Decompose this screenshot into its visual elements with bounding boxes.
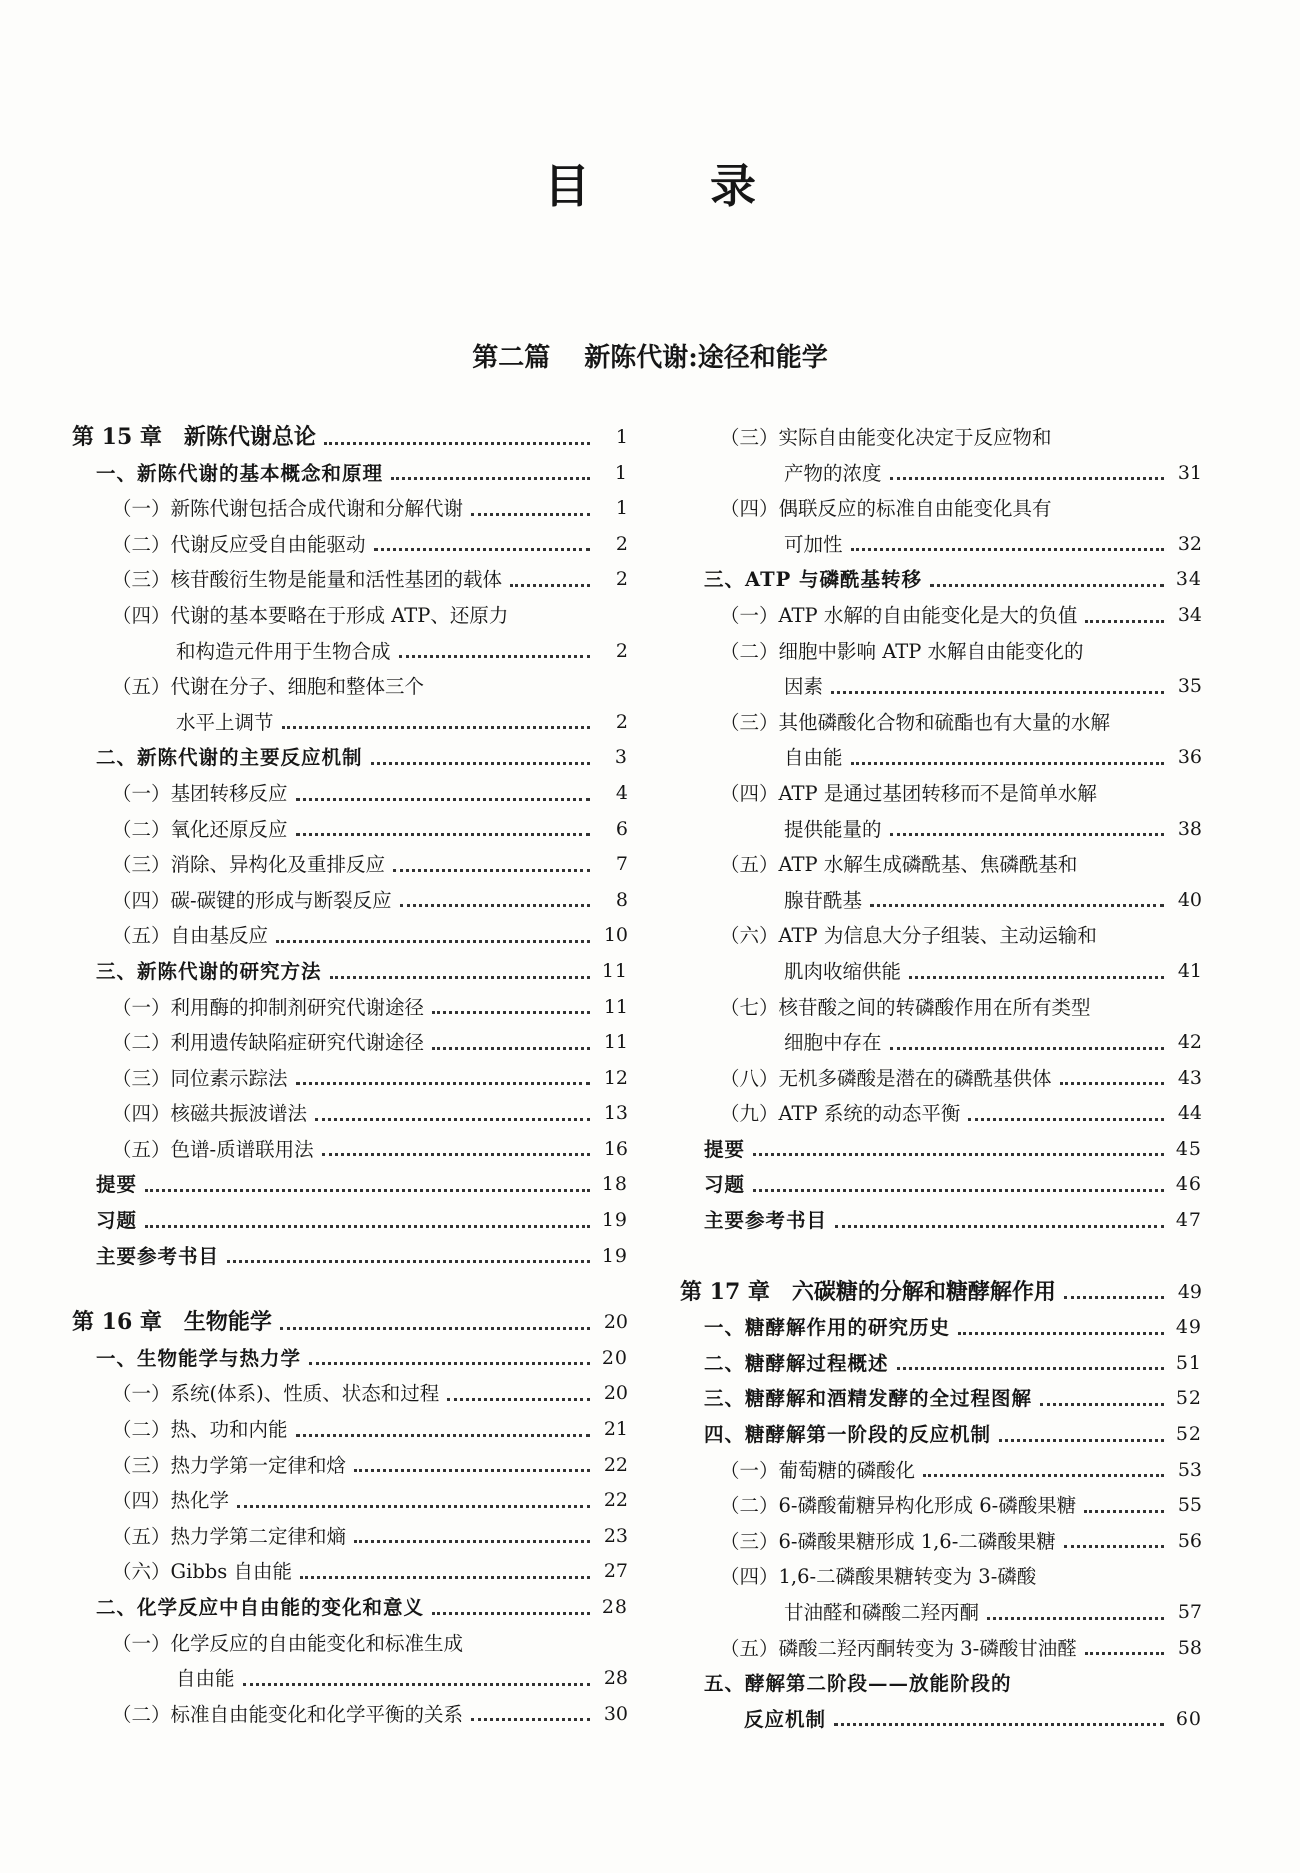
dot-leader bbox=[374, 548, 590, 551]
toc-entry-label: 水平上调节 bbox=[176, 710, 274, 734]
toc-page-number: 20 bbox=[603, 1382, 628, 1405]
toc-entry-continuation[interactable] bbox=[680, 527, 1202, 563]
toc-entry-label: （四）1,6-二磷酸果糖转变为 3-磷酸 bbox=[720, 1565, 1037, 1589]
toc-subsection[interactable] bbox=[680, 1096, 1202, 1132]
toc-page-number: 27 bbox=[603, 1560, 628, 1583]
toc-entry-label: 第 17 章 六碳糖的分解和糖酵解作用 bbox=[680, 1278, 1056, 1305]
toc-subsection[interactable] bbox=[72, 491, 628, 527]
toc-page-number: 42 bbox=[1177, 1031, 1202, 1054]
toc-page-number: 12 bbox=[603, 1066, 628, 1089]
chapter-gap bbox=[680, 1239, 1202, 1275]
toc-entry-label: （五）代谢在分子、细胞和整体三个 bbox=[112, 675, 425, 699]
toc-entry-label: （九）ATP 系统的动态平衡 bbox=[720, 1102, 961, 1126]
toc-subsection[interactable] bbox=[72, 1025, 628, 1061]
toc-entry-label: 一、生物能学与热力学 bbox=[96, 1346, 302, 1370]
toc-page-number: 20 bbox=[603, 1311, 628, 1334]
toc-entry-label: （五）磷酸二羟丙酮转变为 3-磷酸甘油醛 bbox=[720, 1636, 1077, 1660]
toc-entry-continuation[interactable] bbox=[680, 456, 1202, 492]
toc-section[interactable] bbox=[680, 1666, 1202, 1702]
dot-leader bbox=[753, 1153, 1164, 1156]
dot-leader bbox=[510, 584, 590, 587]
toc-entry-label: 细胞中存在 bbox=[784, 1031, 882, 1055]
dot-leader bbox=[145, 1225, 590, 1228]
dot-leader bbox=[276, 940, 590, 943]
toc-page-number: 11 bbox=[603, 995, 628, 1018]
toc-entry-label: （六）Gibbs 自由能 bbox=[112, 1560, 292, 1584]
toc-entry-label: （四）碳-碳键的形成与断裂反应 bbox=[112, 888, 392, 912]
toc-subsection[interactable] bbox=[72, 1697, 628, 1733]
dot-leader bbox=[322, 1153, 590, 1156]
toc-subsection[interactable] bbox=[72, 1132, 628, 1168]
toc-page-number: 1 bbox=[615, 426, 628, 448]
toc-section[interactable] bbox=[680, 1310, 1202, 1346]
toc-section[interactable] bbox=[680, 1417, 1202, 1453]
dot-leader bbox=[330, 976, 590, 979]
toc-chapter[interactable] bbox=[72, 420, 628, 456]
toc-subsection[interactable] bbox=[72, 1096, 628, 1132]
toc-entry-label: （三）其他磷酸化合物和硫酯也有大量的水解 bbox=[720, 710, 1111, 734]
toc-entry-label: （二）细胞中影响 ATP 水解自由能变化的 bbox=[720, 639, 1084, 663]
part-heading bbox=[0, 337, 1300, 374]
dot-leader bbox=[296, 1434, 590, 1437]
toc-subsection[interactable] bbox=[72, 776, 628, 812]
toc-entry-label: （一）系统(体系)、性质、状态和过程 bbox=[112, 1382, 440, 1406]
toc-entry-continuation[interactable] bbox=[680, 1702, 1202, 1738]
toc-entry-label: （四）热化学 bbox=[112, 1489, 230, 1513]
dot-leader bbox=[890, 1047, 1164, 1050]
toc-page-number: 40 bbox=[1177, 888, 1202, 911]
toc-section[interactable] bbox=[680, 1203, 1202, 1239]
dot-leader bbox=[393, 869, 590, 872]
toc-page-number: 41 bbox=[1177, 959, 1202, 982]
toc-page-number: 22 bbox=[603, 1489, 628, 1512]
toc-page-number: 49 bbox=[1177, 1280, 1202, 1303]
toc-entry-label: 反应机制 bbox=[744, 1707, 827, 1731]
toc-page-number: 31 bbox=[1177, 461, 1202, 484]
toc-entry-label: 习题 bbox=[96, 1209, 138, 1233]
dot-leader bbox=[432, 1612, 590, 1615]
toc-subsection[interactable] bbox=[680, 420, 1202, 456]
part-label: 第二篇 bbox=[472, 343, 551, 373]
toc-page-number: 23 bbox=[603, 1524, 628, 1547]
toc-entry-label: （一）化学反应的自由能变化和标准生成 bbox=[112, 1631, 464, 1655]
toc-page-number: 19 bbox=[601, 1209, 628, 1232]
toc-entry-continuation[interactable] bbox=[680, 812, 1202, 848]
dot-leader bbox=[280, 1327, 590, 1330]
toc-page-number: 2 bbox=[615, 710, 628, 733]
dot-leader bbox=[835, 1225, 1164, 1228]
toc-entry-label: （三）实际自由能变化决定于反应物和 bbox=[720, 426, 1052, 449]
toc-page-number: 21 bbox=[603, 1418, 628, 1441]
toc-entry-label: 二、糖酵解过程概述 bbox=[704, 1351, 889, 1375]
toc-entry-label: 甘油醛和磷酸二羟丙酮 bbox=[784, 1601, 980, 1624]
dot-leader bbox=[296, 798, 590, 801]
toc-entry-label: 提要 bbox=[704, 1137, 746, 1161]
toc-entry-continuation[interactable] bbox=[680, 669, 1202, 705]
toc-subsection[interactable] bbox=[680, 847, 1202, 883]
toc-subsection[interactable] bbox=[680, 1631, 1202, 1667]
toc-entry-continuation[interactable] bbox=[680, 1595, 1202, 1631]
toc-entry-label: 二、新陈代谢的主要反应机制 bbox=[96, 746, 363, 770]
dot-leader bbox=[851, 548, 1164, 551]
toc-entry-label: （二）氧化还原反应 bbox=[112, 817, 288, 841]
toc-entry-label: 第 15 章 新陈代谢总论 bbox=[72, 424, 316, 450]
dot-leader bbox=[897, 1367, 1164, 1370]
toc-entry-label: 二、化学反应中自由能的变化和意义 bbox=[96, 1596, 425, 1619]
toc-entry-label: （五）ATP 水解生成磷酰基、焦磷酰基和 bbox=[720, 853, 1078, 877]
toc-entry-label: （一）利用酶的抑制剂研究代谢途径 bbox=[112, 995, 425, 1019]
toc-entry-label: （五）热力学第二定律和熵 bbox=[112, 1524, 347, 1548]
toc-entry-continuation[interactable] bbox=[680, 1025, 1202, 1061]
dot-leader bbox=[1064, 1296, 1164, 1299]
toc-subsection[interactable] bbox=[680, 1453, 1202, 1489]
dot-leader bbox=[315, 1118, 590, 1121]
dot-leader bbox=[296, 833, 590, 836]
toc-entry-label: （三）消除、异构化及重排反应 bbox=[112, 853, 386, 877]
dot-leader bbox=[237, 1505, 590, 1508]
toc-page-number: 11 bbox=[603, 1031, 628, 1054]
toc-entry-label: （五）色谱-质谱联用法 bbox=[112, 1137, 314, 1161]
toc-entry-label: 第 16 章 生物能学 bbox=[72, 1309, 272, 1336]
toc-section[interactable] bbox=[72, 1167, 628, 1203]
toc-section[interactable] bbox=[680, 1381, 1202, 1417]
toc-entry-label: （二）热、功和内能 bbox=[112, 1418, 288, 1442]
toc-subsection[interactable] bbox=[680, 491, 1202, 527]
toc-subsection[interactable] bbox=[72, 527, 628, 563]
toc-entry-label: 三、糖酵解和酒精发酵的全过程图解 bbox=[704, 1387, 1033, 1411]
toc-subsection[interactable] bbox=[72, 1376, 628, 1412]
toc-entry-label: （三）热力学第一定律和焓 bbox=[112, 1453, 347, 1477]
toc-page-number: 46 bbox=[1175, 1173, 1202, 1196]
toc-page-number: 36 bbox=[1177, 746, 1202, 769]
dot-leader bbox=[834, 1723, 1164, 1726]
toc-section[interactable] bbox=[72, 1239, 628, 1275]
toc-section[interactable] bbox=[72, 1203, 628, 1239]
toc-entry-label: （四）代谢的基本要略在于形成 ATP、还原力 bbox=[112, 603, 509, 627]
toc-entry-label: （一）基团转移反应 bbox=[112, 781, 288, 805]
toc-entry-label: 三、ATP 与磷酰基转移 bbox=[704, 568, 923, 592]
toc-entry-label: （五）自由基反应 bbox=[112, 924, 269, 948]
toc-subsection[interactable] bbox=[680, 776, 1202, 812]
toc-entry-label: 五、酵解第二阶段——放能阶段的 bbox=[704, 1672, 1012, 1696]
toc-right-column bbox=[680, 420, 1202, 1737]
toc-entry-continuation[interactable] bbox=[72, 634, 628, 670]
dot-leader bbox=[831, 691, 1164, 694]
dot-leader bbox=[145, 1189, 590, 1192]
toc-page-number: 53 bbox=[1177, 1458, 1202, 1481]
toc-entry-label: 提要 bbox=[96, 1173, 138, 1197]
toc-left-column bbox=[72, 420, 628, 1732]
toc-subsection[interactable] bbox=[680, 634, 1202, 670]
toc-entry-label: （二）标准自由能变化和化学平衡的关系 bbox=[112, 1702, 464, 1726]
toc-page-number: 34 bbox=[1175, 568, 1202, 591]
toc-subsection[interactable] bbox=[72, 669, 628, 705]
dot-leader bbox=[923, 1474, 1164, 1477]
dot-leader bbox=[432, 1011, 590, 1014]
toc-page-number: 8 bbox=[615, 888, 628, 911]
dot-leader bbox=[930, 584, 1164, 587]
toc-entry-label: （二）利用遗传缺陷症研究代谢途径 bbox=[112, 1031, 425, 1055]
toc-entry-label: （二）代谢反应受自由能驱动 bbox=[112, 532, 366, 556]
toc-page-number: 60 bbox=[1175, 1707, 1202, 1730]
page-title: 目录 bbox=[544, 159, 876, 213]
toc-page-number: 13 bbox=[603, 1102, 628, 1125]
toc-subsection[interactable] bbox=[680, 918, 1202, 954]
toc-subsection[interactable] bbox=[680, 1061, 1202, 1097]
toc-entry-label: 和构造元件用于生物合成 bbox=[176, 639, 391, 663]
toc-subsection[interactable] bbox=[72, 598, 628, 634]
dot-leader bbox=[324, 442, 590, 445]
toc-entry-label: 习题 bbox=[704, 1173, 746, 1197]
toc-subsection[interactable] bbox=[680, 598, 1202, 634]
dot-leader bbox=[999, 1439, 1164, 1442]
dot-leader bbox=[909, 976, 1164, 979]
dot-leader bbox=[753, 1189, 1164, 1192]
toc-subsection[interactable] bbox=[72, 918, 628, 954]
toc-entry-continuation[interactable] bbox=[680, 954, 1202, 990]
toc-entry-label: 一、糖酵解作用的研究历史 bbox=[704, 1316, 951, 1340]
toc-section[interactable] bbox=[72, 1590, 628, 1626]
toc-entry-label: （一）ATP 水解的自由能变化是大的负值 bbox=[720, 603, 1078, 627]
toc-subsection[interactable] bbox=[680, 1559, 1202, 1595]
dot-leader bbox=[890, 477, 1164, 480]
toc-page-number: 30 bbox=[603, 1702, 628, 1725]
toc-page-number: 22 bbox=[603, 1453, 628, 1476]
toc-page-number: 7 bbox=[615, 853, 628, 876]
toc-section[interactable] bbox=[72, 456, 628, 492]
toc-entry-continuation[interactable] bbox=[680, 883, 1202, 919]
dot-leader bbox=[851, 762, 1164, 765]
dot-leader bbox=[354, 1540, 590, 1543]
dot-leader bbox=[371, 762, 590, 765]
dot-leader bbox=[958, 1332, 1164, 1335]
toc-page-number: 10 bbox=[603, 924, 628, 947]
toc-page-number: 32 bbox=[1177, 532, 1202, 555]
toc-page-number: 19 bbox=[601, 1244, 628, 1267]
dot-leader bbox=[1085, 620, 1164, 623]
toc-subsection[interactable] bbox=[72, 990, 628, 1026]
toc-entry-label: （七）核苷酸之间的转磷酸作用在所有类型 bbox=[720, 995, 1091, 1019]
toc-section[interactable] bbox=[72, 1341, 628, 1377]
toc-chapter[interactable] bbox=[680, 1275, 1202, 1311]
toc-subsection[interactable] bbox=[72, 847, 628, 883]
toc-page-number: 2 bbox=[615, 568, 628, 591]
toc-entry-label: （四）核磁共振波谱法 bbox=[112, 1102, 308, 1126]
toc-section[interactable] bbox=[680, 1132, 1202, 1168]
toc-entry-label: （三）同位素示踪法 bbox=[112, 1066, 288, 1090]
toc-entry-label: 四、糖酵解第一阶段的反应机制 bbox=[704, 1423, 992, 1447]
dot-leader bbox=[471, 513, 590, 516]
toc-page-number: 57 bbox=[1177, 1601, 1202, 1623]
toc-subsection[interactable] bbox=[72, 883, 628, 919]
dot-leader bbox=[282, 726, 590, 729]
toc-subsection[interactable] bbox=[72, 1626, 628, 1662]
toc-page-number: 6 bbox=[615, 817, 628, 840]
dot-leader bbox=[1040, 1403, 1164, 1406]
dot-leader bbox=[400, 904, 590, 907]
toc-entry-continuation[interactable] bbox=[72, 705, 628, 741]
toc-page-number: 34 bbox=[1177, 603, 1202, 626]
dot-leader bbox=[432, 1047, 590, 1050]
dot-leader bbox=[1060, 1082, 1164, 1085]
toc-page-number: 44 bbox=[1177, 1102, 1202, 1125]
toc-page-number: 18 bbox=[601, 1173, 628, 1196]
toc-page-number: 4 bbox=[615, 781, 628, 804]
dot-leader bbox=[447, 1398, 590, 1401]
toc-section[interactable] bbox=[680, 1346, 1202, 1382]
toc-entry-label: （三）6-磷酸果糖形成 1,6-二磷酸果糖 bbox=[720, 1529, 1056, 1553]
toc-entry-label: 可加性 bbox=[784, 532, 843, 556]
toc-page-number: 11 bbox=[601, 959, 628, 982]
dot-leader bbox=[890, 833, 1164, 836]
toc-page-number: 2 bbox=[615, 532, 628, 555]
toc-page-number: 28 bbox=[603, 1667, 628, 1690]
toc-subsection[interactable] bbox=[680, 990, 1202, 1026]
toc-entry-label: 因素 bbox=[784, 675, 824, 699]
toc-page-number: 43 bbox=[1177, 1066, 1202, 1089]
toc-page-number: 49 bbox=[1175, 1316, 1202, 1339]
dot-leader bbox=[1064, 1545, 1164, 1548]
toc-page-number: 56 bbox=[1177, 1529, 1202, 1552]
toc-entry-label: （四）ATP 是通过基团转移而不是简单水解 bbox=[720, 781, 1097, 805]
toc-page-number: 47 bbox=[1175, 1209, 1202, 1232]
dot-leader bbox=[309, 1362, 590, 1365]
toc-entry-label: （二）6-磷酸葡糖异构化形成 6-磷酸果糖 bbox=[720, 1494, 1077, 1518]
toc-subsection[interactable] bbox=[72, 1448, 628, 1484]
toc-subsection[interactable] bbox=[72, 1061, 628, 1097]
toc-entry-label: （一）新陈代谢包括合成代谢和分解代谢 bbox=[112, 497, 464, 521]
toc-page-number: 52 bbox=[1175, 1423, 1202, 1446]
part-name: 新陈代谢:途径和能学 bbox=[584, 343, 828, 373]
toc-page-number: 55 bbox=[1177, 1494, 1202, 1517]
toc-section[interactable] bbox=[72, 740, 628, 776]
toc-entry-label: 自由能 bbox=[176, 1667, 235, 1691]
dot-leader bbox=[227, 1260, 590, 1263]
chapter-gap bbox=[72, 1274, 628, 1305]
toc-page-number: 38 bbox=[1177, 817, 1202, 840]
toc-page-number: 1 bbox=[614, 461, 628, 484]
dot-leader bbox=[354, 1469, 590, 1472]
toc-subsection[interactable] bbox=[72, 812, 628, 848]
toc-entry-label: （四）偶联反应的标准自由能变化具有 bbox=[720, 497, 1052, 521]
dot-leader bbox=[968, 1118, 1164, 1121]
toc-section[interactable] bbox=[680, 1167, 1202, 1203]
dot-leader bbox=[987, 1617, 1164, 1620]
toc-page-number: 28 bbox=[601, 1596, 628, 1618]
toc-entry-label: 自由能 bbox=[784, 746, 843, 770]
toc-entry-label: 提供能量的 bbox=[784, 817, 882, 841]
toc-page-number: 3 bbox=[614, 746, 628, 769]
toc-page-number: 2 bbox=[615, 639, 628, 662]
toc-entry-label: 主要参考书目 bbox=[96, 1244, 220, 1268]
toc-entry-label: 主要参考书目 bbox=[704, 1209, 828, 1233]
toc-entry-label: 三、新陈代谢的研究方法 bbox=[96, 959, 322, 983]
toc-page-number: 58 bbox=[1177, 1636, 1202, 1659]
toc-page-number: 35 bbox=[1177, 675, 1202, 698]
toc-entry-continuation[interactable] bbox=[72, 1661, 628, 1697]
toc-subsection[interactable] bbox=[680, 1524, 1202, 1560]
toc-section[interactable] bbox=[680, 562, 1202, 598]
dot-leader bbox=[296, 1082, 590, 1085]
toc-page-number: 16 bbox=[603, 1137, 628, 1160]
toc-chapter[interactable] bbox=[72, 1305, 628, 1341]
dot-leader bbox=[870, 904, 1164, 907]
dot-leader bbox=[391, 477, 590, 480]
toc-entry-label: 一、新陈代谢的基本概念和原理 bbox=[96, 461, 384, 485]
toc-subsection[interactable] bbox=[72, 1519, 628, 1555]
dot-leader bbox=[300, 1576, 590, 1579]
toc-entry-label: 腺苷酰基 bbox=[784, 888, 863, 912]
toc-entry-label: 肌肉收缩供能 bbox=[784, 959, 902, 983]
toc-entry-label: （一）葡萄糖的磷酸化 bbox=[720, 1458, 916, 1482]
toc-entry-label: （六）ATP 为信息大分子组装、主动运输和 bbox=[720, 924, 1097, 948]
toc-subsection[interactable] bbox=[72, 1412, 628, 1448]
toc-entry-label: （三）核苷酸衍生物是能量和活性基团的载体 bbox=[112, 568, 503, 592]
toc-subsection[interactable] bbox=[680, 1488, 1202, 1524]
toc-page-number: 52 bbox=[1175, 1387, 1202, 1410]
toc-entry-label: 产物的浓度 bbox=[784, 461, 882, 485]
toc-subsection[interactable] bbox=[72, 562, 628, 598]
toc-page-number: 1 bbox=[615, 497, 628, 520]
toc-section[interactable] bbox=[72, 954, 628, 990]
dot-leader bbox=[471, 1718, 590, 1721]
toc-page-number: 45 bbox=[1175, 1137, 1202, 1160]
toc-entry-continuation[interactable] bbox=[680, 740, 1202, 776]
toc-entry-label: （八）无机多磷酸是潜在的磷酰基供体 bbox=[720, 1066, 1052, 1090]
dot-leader bbox=[399, 655, 590, 658]
toc-subsection[interactable] bbox=[72, 1554, 628, 1590]
dot-leader bbox=[1084, 1510, 1164, 1513]
toc-subsection[interactable] bbox=[680, 705, 1202, 741]
toc-page-number: 51 bbox=[1175, 1351, 1202, 1374]
toc-subsection[interactable] bbox=[72, 1483, 628, 1519]
toc-page-number: 20 bbox=[601, 1346, 628, 1369]
dot-leader bbox=[243, 1683, 590, 1686]
dot-leader bbox=[1085, 1652, 1164, 1655]
